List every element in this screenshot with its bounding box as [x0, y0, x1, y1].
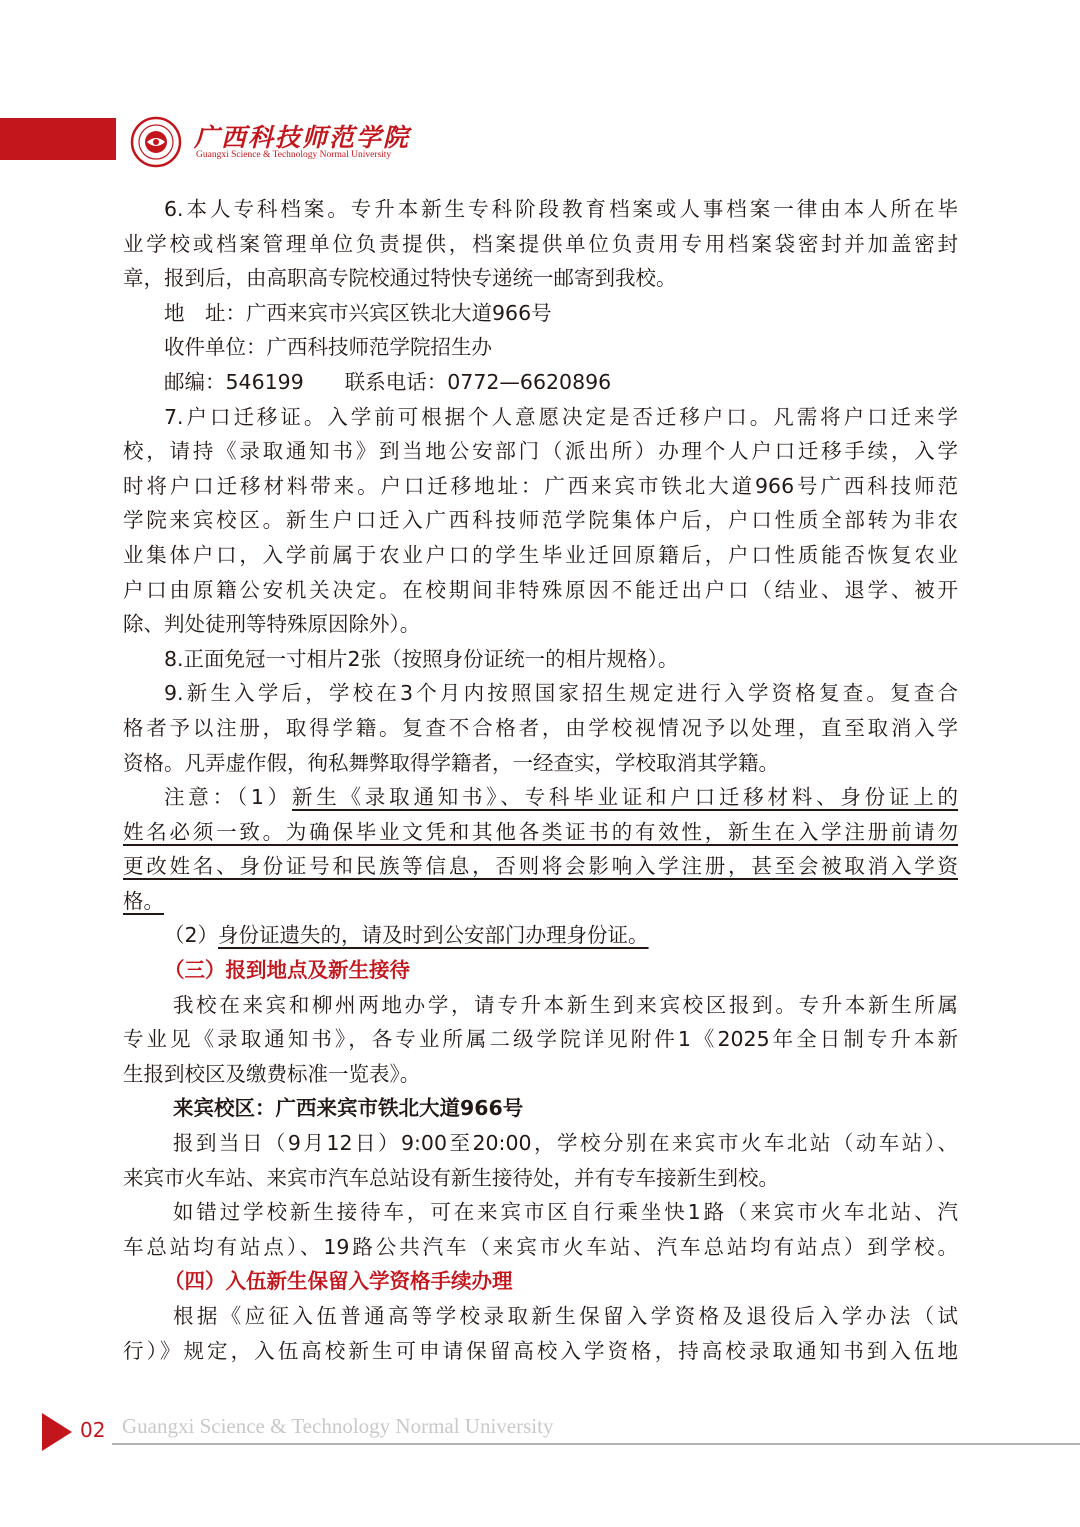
line-text: （四）入伍新生保留入学资格手续办理	[164, 1269, 513, 1294]
text-line	[123, 400, 958, 435]
text-line	[123, 296, 958, 331]
line-text: 收件单位：广西科技师范学院招生办	[164, 335, 492, 360]
header-red-band	[0, 118, 116, 160]
line-text: 车总站均有站点）、19路公共汽车（来宾市火车站、汽车总站均有站点）到学校。	[123, 1234, 958, 1259]
section-heading	[123, 953, 958, 988]
footer-divider	[112, 1443, 1080, 1445]
line-text: 户口由原籍公安机关决定。在校期间非特殊原因不能迁出户口（结业、退学、被开	[123, 577, 958, 602]
line-text: 注意：（1）	[164, 785, 293, 810]
line-text: 资格。凡弄虚作假，徇私舞弊取得学籍者，一经查实，学校取消其学籍。	[123, 750, 779, 775]
section-heading	[123, 1264, 958, 1299]
text-line	[123, 192, 958, 227]
line-text: 7.户口迁移证。入学前可根据个人意愿决定是否迁移户口。凡需将户口迁来学	[164, 404, 958, 429]
underlined-text: 新生《录取通知书》、专科毕业证和户口迁移材料、身份证上的	[292, 785, 958, 810]
underlined-text: 格。	[123, 888, 164, 913]
text-line	[123, 849, 958, 884]
text-line	[123, 780, 958, 815]
text-line	[123, 711, 958, 746]
text-line	[123, 988, 958, 1023]
school-name-cn: 广西科技师范学院	[194, 123, 411, 152]
document-body	[123, 192, 958, 1368]
underlined-text: 身份证遗失的，请及时到公安部门办理身份证。	[218, 923, 649, 948]
text-line	[123, 642, 958, 677]
text-line	[123, 538, 958, 573]
line-text: 业集体户口，入学前属于农业户口的学生毕业迁回原籍后，户口性质能否恢复农业	[123, 542, 958, 567]
line-text: 业学校或档案管理单位负责提供，档案提供单位负责用专用档案袋密封并加盖密封	[123, 231, 958, 256]
text-line	[123, 1195, 958, 1230]
underlined-text: 姓名必须一致。为确保毕业文凭和其他各类证书的有效性，新生在入学注册前请勿	[123, 819, 958, 844]
text-line	[123, 330, 958, 365]
line-text: 根据《应征入伍普通高等学校录取新生保留入学资格及退役后入学办法（试	[173, 1304, 958, 1328]
text-line	[123, 918, 958, 953]
text-line	[123, 1230, 958, 1265]
school-seal-logo	[130, 116, 182, 168]
footer-school-name: Guangxi Science & Technology Normal University	[122, 1414, 554, 1438]
line-text: 9.新生入学后，学校在3个月内按照国家招生规定进行入学资格复查。复查合	[164, 681, 958, 706]
text-line	[123, 746, 958, 781]
text-line	[123, 1091, 958, 1126]
text-line	[123, 815, 958, 850]
footer-triangle-icon	[42, 1413, 72, 1451]
line-text: 生报到校区及缴费标准一览表》。	[123, 1061, 421, 1086]
text-line	[123, 261, 958, 296]
line-text: 来宾校区：广西来宾市铁北大道966号	[173, 1096, 524, 1121]
line-text: 行）》规定，入伍高校新生可申请保留高校入学资格，持高校录取通知书到入伍地	[123, 1338, 958, 1363]
text-line	[123, 1022, 958, 1057]
line-text: 地 址：广西来宾市兴宾区铁北大道966号	[164, 300, 552, 325]
page-number: 02	[80, 1418, 106, 1442]
text-line	[123, 365, 958, 400]
line-text: 来宾市火车站、来宾市汽车总站设有新生接待处，并有专车接新生到校。	[123, 1165, 779, 1190]
line-text: 除、判处徒刑等特殊原因除外）。	[123, 612, 421, 637]
line-text: 6.本人专科档案。专升本新生专科阶段教育档案或人事档案一律由本人所在毕	[164, 197, 958, 221]
line-text: 报到当日（9月12日）9:00至20:00，学校分别在来宾市火车北站（动车站）、	[173, 1131, 958, 1156]
line-text: 格者予以注册，取得学籍。复查不合格者，由学校视情况予以处理，直至取消入学	[123, 715, 958, 740]
text-line	[123, 676, 958, 711]
text-line	[123, 884, 958, 919]
line-text: 我校在来宾和柳州两地办学，请专升本新生到来宾校区报到。专升本新生所属	[173, 992, 958, 1017]
line-text: 8.正面免冠一寸相片2张（按照身份证统一的相片规格）。	[164, 646, 679, 671]
text-line	[123, 1299, 958, 1334]
text-line	[123, 503, 958, 538]
text-line	[123, 227, 958, 262]
line-text: 章，报到后，由高职高专院校通过特快专递统一邮寄到我校。	[123, 266, 677, 291]
line-text: （三）报到地点及新生接待	[164, 958, 410, 983]
line-text: 学院来宾校区。新生户口迁入广西科技师范学院集体户后，户口性质全部转为非农	[123, 508, 958, 533]
text-line	[123, 1334, 958, 1369]
school-name-en: Guangxi Science & Technology Normal University	[196, 150, 392, 160]
text-line	[123, 434, 958, 469]
text-line	[123, 1057, 958, 1092]
line-text: 校，请持《录取通知书》到当地公安部门（派出所）办理个人户口迁移手续，入学	[123, 439, 958, 464]
line-text: 邮编：546199 联系电话：0772—6620896	[164, 369, 612, 394]
line-text: （2）	[164, 923, 219, 948]
line-text: 如错过学校新生接待车，可在来宾市区自行乘坐快1路（来宾市火车北站、汽	[173, 1200, 958, 1225]
underlined-text: 更改姓名、身份证号和民族等信息，否则将会影响入学注册，甚至会被取消入学资	[123, 854, 958, 879]
text-line	[123, 1161, 958, 1196]
text-line	[123, 1126, 958, 1161]
line-text: 专业见《录取通知书》，各专业所属二级学院详见附件1《2025年全日制专升本新	[123, 1027, 958, 1052]
text-line	[123, 573, 958, 608]
text-line	[123, 469, 958, 504]
line-text: 时将户口迁移材料带来。户口迁移地址：广西来宾市铁北大道966号广西科技师范	[123, 473, 958, 498]
text-line	[123, 607, 958, 642]
